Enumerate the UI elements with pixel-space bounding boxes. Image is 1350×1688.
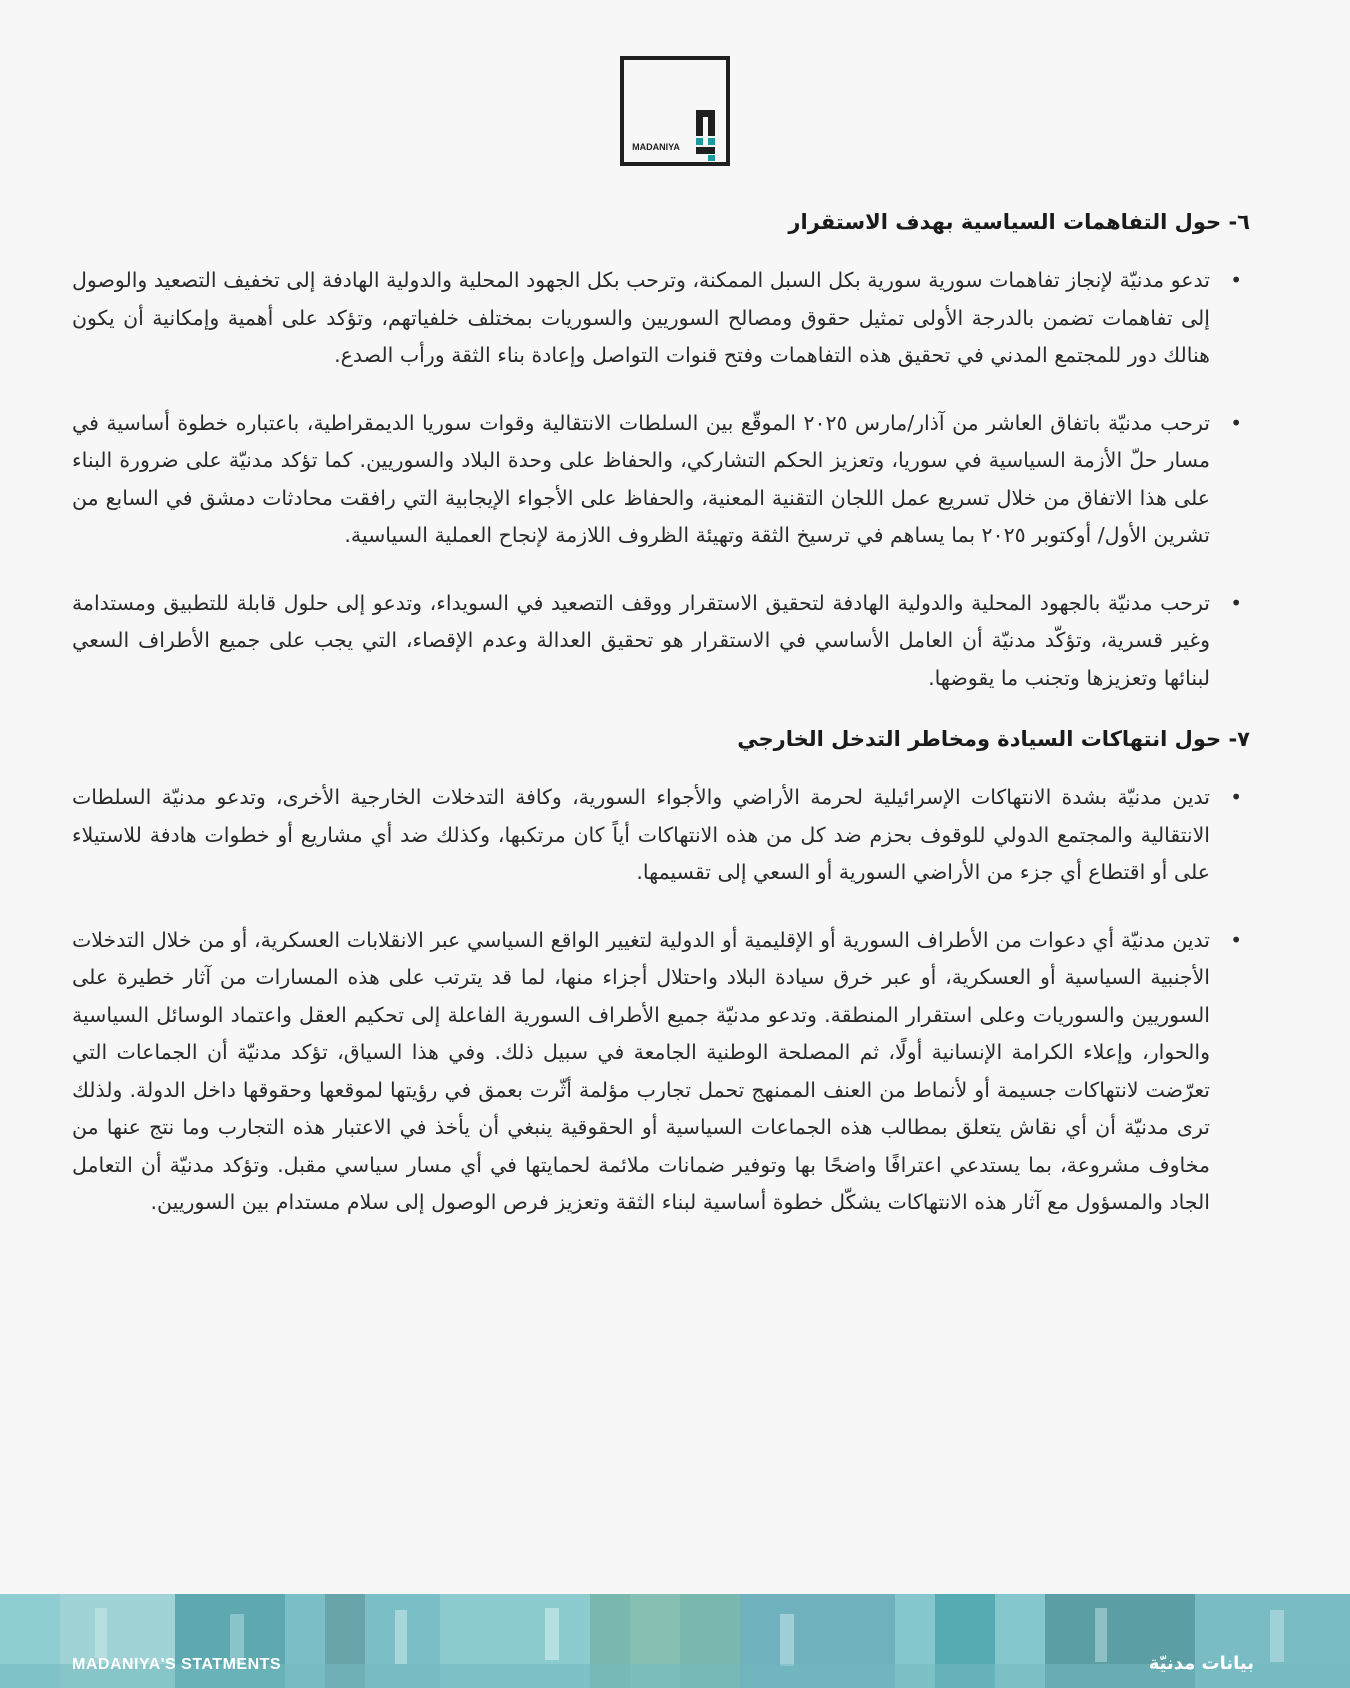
section-6-title: ٦- حول التفاهمات السياسية بهدف الاستقرار (788, 210, 1250, 234)
logo-wordmark: MADANIYA (632, 142, 680, 152)
footer-arabic-label: بيانات مدنيّة (1148, 1653, 1254, 1674)
list-item: • تدين مدنيّة أي دعوات من الأطراف السورية أو الإقليمية أو الدولية لتغيير الواقع السياسي عبر الانقلابات العسكرية، أو من خلال التدخلات الأجنبية السياسية أو العسكرية، أو عبر خرق سيادة البلاد واحتلال أجزاء منها، لما قد يترتب على هذه المسارات من آثار خطيرة على السوريين والسوريات وعلى استقرار المنطقة. وتدعو مدنيّة جميع الأطراف السورية الفاعلة إلى تحكيم العقل واعتماد الوسائل السياسية والحوار، وإعلاء الكرامة الإنسانية أولًا، ثم المصلحة الوطنية الجامعة في سبيل ذلك. وفي هذا السياق، تؤكد مدنيّة أن الجماعات التي تعرّضت لانتهاكات جسيمة أو لأنماط من العنف الممنهج تحمل تجارب مؤلمة أثّرت بعمق في رؤيتها لموقعها وحقوقها داخل الدولة. ولذلك ترى مدنيّة أن أي نقاش يتعلق بمطالب هذه الجماعات السياسية أو الحقوقية ينبغي أن يأخذ في الاعتبار هذه التجارب وما نتج عنها من مخاوف مشروعة، بما يستدعي اعترافًا واضحًا بها وتوفير ضمانات ملائمة لحمايتها في أي مسار سياسي مقبل. وتؤكد مدنيّة أن التعامل الجاد والمسؤول مع آثار هذه الانتهاكات يشكّل خطوة أساسية لبناء الثقة وتعزيز فرص الوصول إلى سلام مستدام بين السوريين. (72, 922, 1250, 1222)
list-item: • ترحب مدنيّة باتفاق العاشر من آذار/مارس ٢٠٢٥ الموقّع بين السلطات الانتقالية وقوات سوريا الديمقراطية، باعتباره خطوة أساسية في مسار حلّ الأزمة السياسية في سوريا، وتعزيز الحكم التشاركي، والحفاظ على وحدة البلاد والسوريين. كما تؤكد مدنيّة على ضرورة البناء على هذا الاتفاق من خلال تسريع عمل اللجان التقنية المعنية، والحفاظ على الأجواء الإيجابية التي رافقت محادثات دمشق في السابع من تشرين الأول/ أوكتوبر ٢٠٢٥ بما يساهم في ترسيخ الثقة وتهيئة الظروف اللازمة لإنجاح العملية السياسية. (72, 405, 1250, 555)
bullet-icon: • (1230, 927, 1242, 952)
statement-body (72, 210, 1250, 1252)
madaniya-logo-mark (620, 56, 730, 166)
section-7-title: ٧- حول انتهاكات السيادة ومخاطر التدخل الخارجي (737, 727, 1250, 751)
madaniya-logo (620, 56, 730, 166)
bullet-icon: • (1230, 785, 1242, 809)
footer-banner (0, 1594, 1350, 1688)
list-item: • تدعو مدنيّة لإنجاز تفاهمات سورية سورية بكل السبل الممكنة، وترحب بكل الجهود المحلية والدولية الهادفة إلى تخفيف التصعيد والوصول إلى تفاهمات تضمن بالدرجة الأولى تمثيل حقوق ومصالح السوريين والسوريات بمختلف خلفياتهم، وتؤكد على أهمية وإمكانية أن يكون هنالك دور للمجتمع المدني في تحقيق هذه التفاهمات وفتح قنوات التواصل وإعادة بناء الثقة ورأب الصدع. (72, 262, 1250, 375)
footer-statements-label: MADANIYA'S STATMENTS (72, 1656, 282, 1673)
list-item: • تدين مدنيّة بشدة الانتهاكات الإسرائيلية لحرمة الأراضي والأجواء السورية، وكافة التدخلات الخارجية الأخرى، وتدعو مدنيّة السلطات الانتقالية والمجتمع الدولي للوقوف بحزم ضد كل من هذه الانتهاكات أياً كان مرتكبها، وكذلك ضد أي مشاريع أو خطوات هادفة للاستيلاء على أو اقتطاع أي جزء من الأراضي السورية أو السعي إلى تقسيمها. (72, 779, 1250, 892)
section-7-list (72, 779, 1250, 1222)
bullet-icon: • (1230, 590, 1242, 615)
list-item: • ترحب مدنيّة بالجهود المحلية والدولية الهادفة لتحقيق الاستقرار ووقف التصعيد في السويداء، وتدعو إلى حلول قابلة للتطبيق ومستدامة وغير قسرية، وتؤكّد مدنيّة أن العامل الأساسي في الاستقرار هو تحقيق العدالة وعدم الإقصاء، التي يجب على جميع الأطراف السعي لبنائها وتعزيزها وتجنب ما يقوضها. (72, 585, 1250, 698)
bullet-icon: • (1230, 410, 1242, 435)
bullet-icon: • (1230, 268, 1242, 292)
section-6-list (72, 262, 1250, 697)
